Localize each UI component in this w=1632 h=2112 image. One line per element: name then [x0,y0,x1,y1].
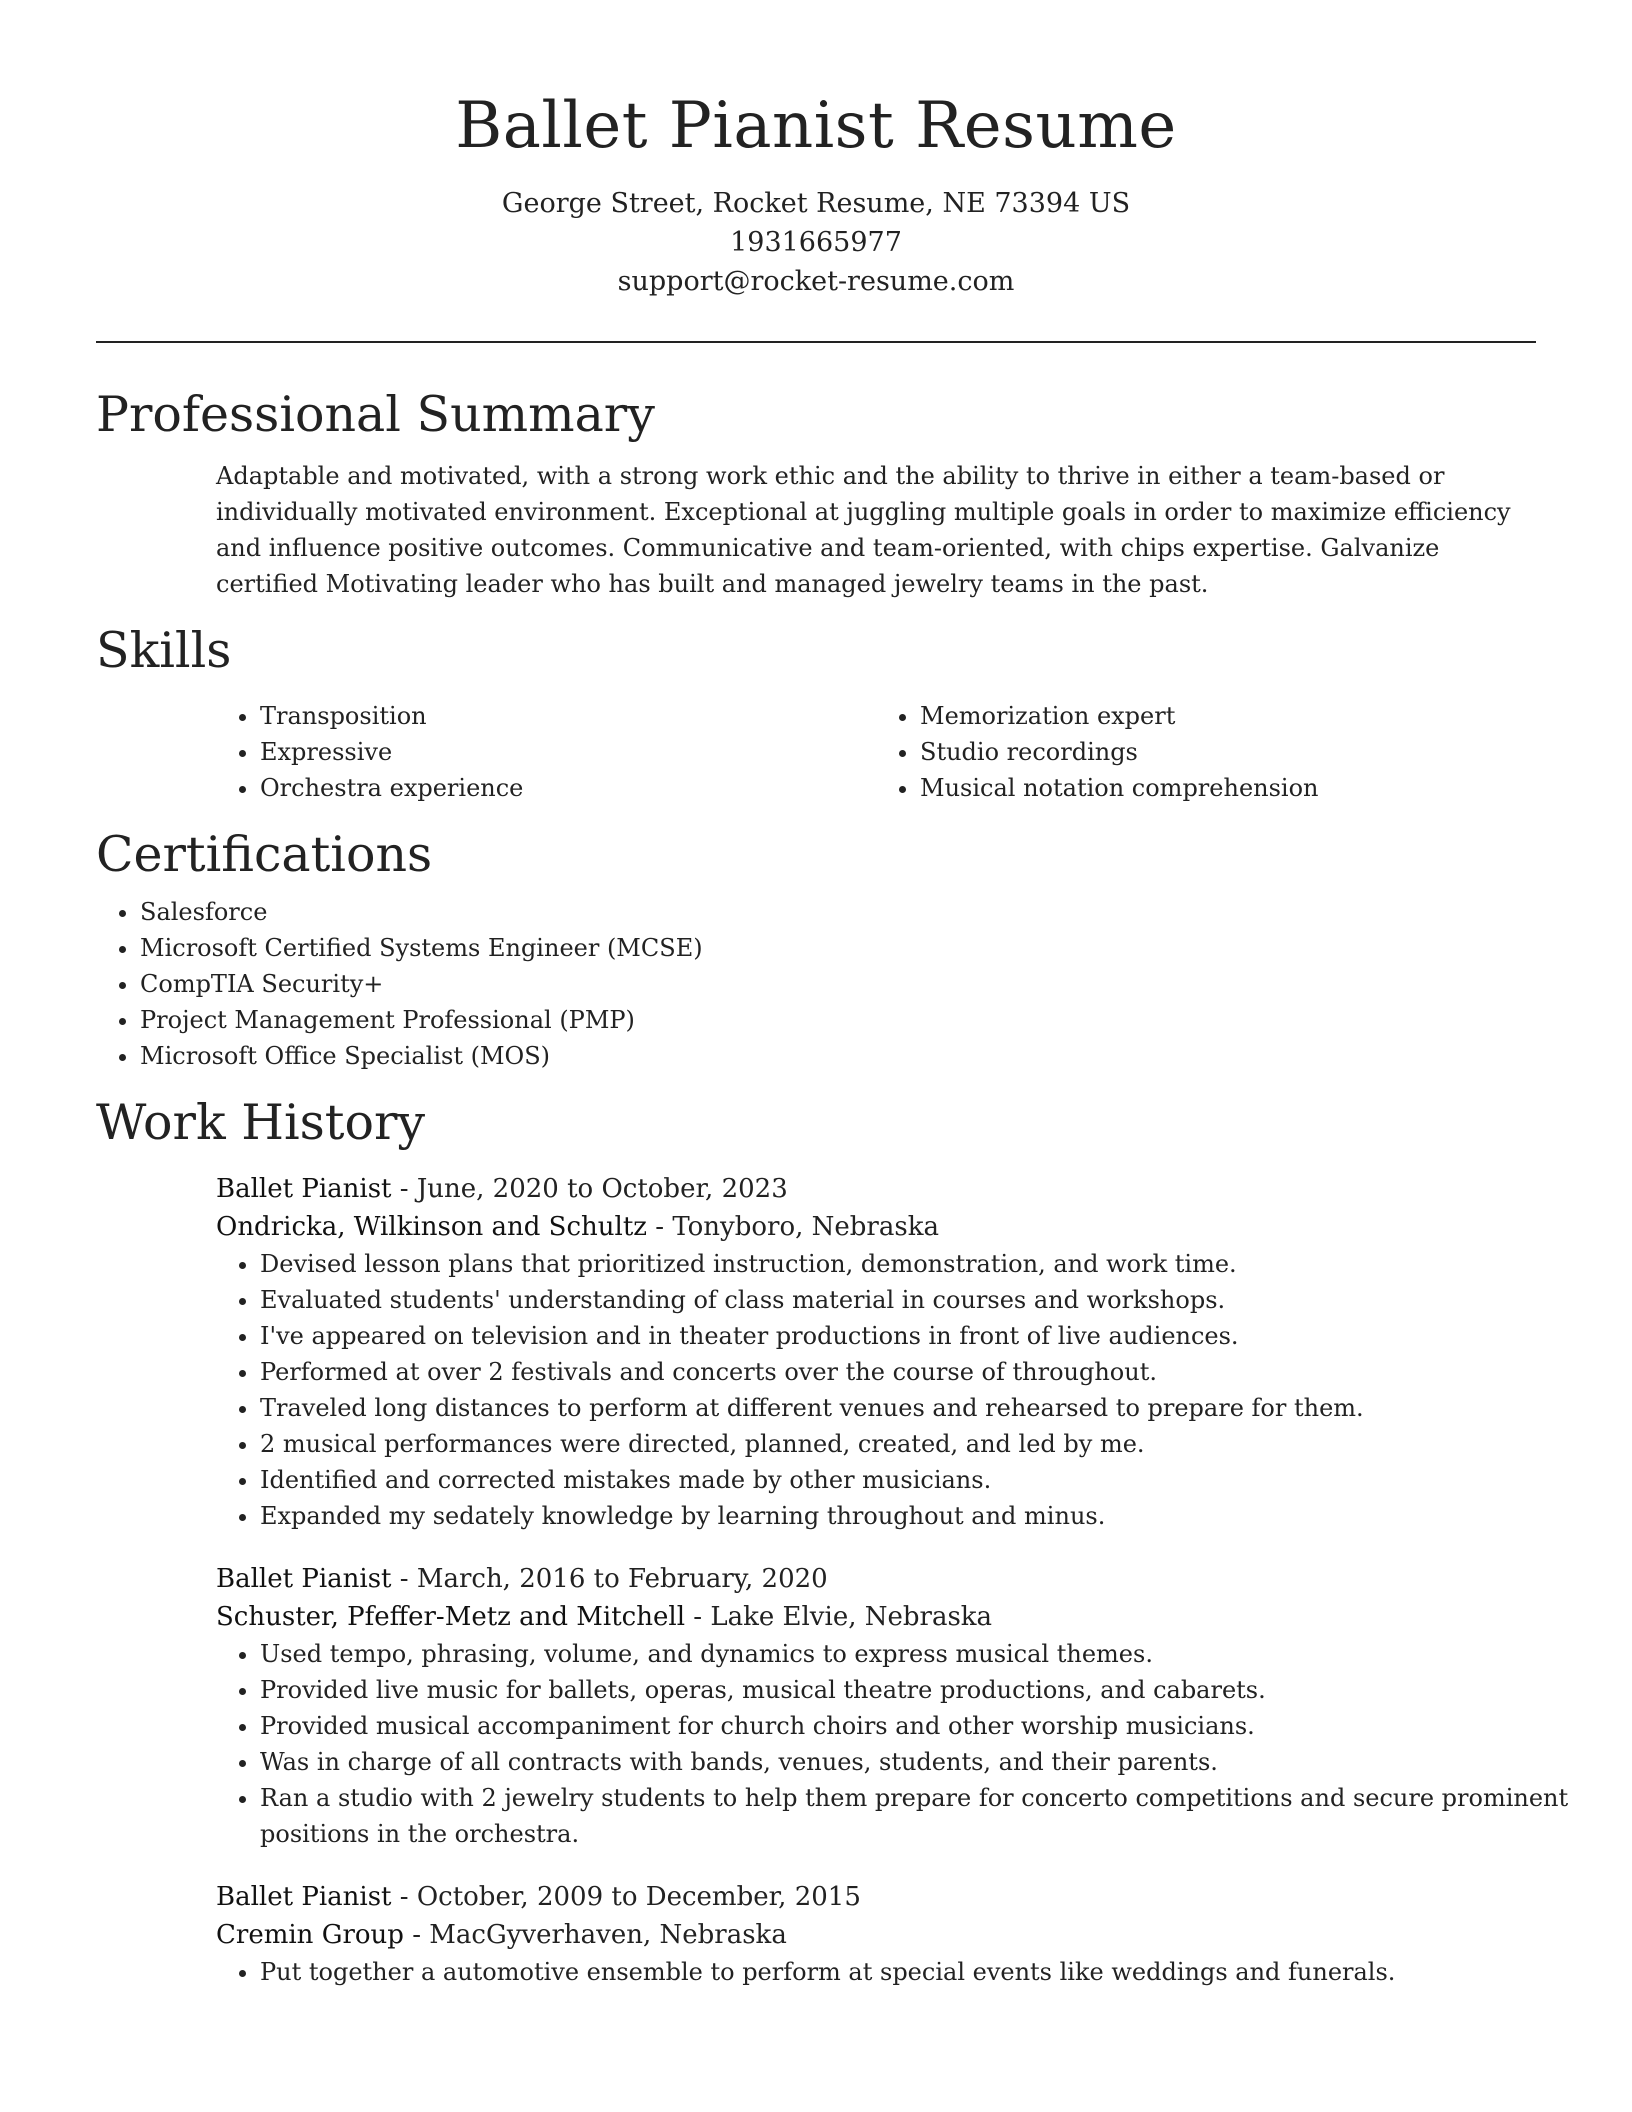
contact-phone: 1931665977 [730,227,902,258]
separator: - [391,1882,417,1912]
header-divider [96,341,1536,343]
job-bullet: • Put together a automotive ensemble to perform at special events like weddings and funerals. [260,1954,1580,1990]
job-company-line [216,1208,1536,1246]
certification-item: • CompTIA Security+ [140,966,1536,1002]
job-entry [216,1170,1536,1534]
job-title-line [216,1560,1536,1598]
job-bullet: • Ran a studio with 2 jewelry students to help them prepare for concerto competitions and secure prominent positions in the orchestra. [260,1780,1580,1852]
job-bullet: • Used tempo, phrasing, volume, and dynamics to express musical themes. [260,1636,1580,1672]
resume-body [96,376,1569,1990]
skill-item: • Memorization expert [920,698,1536,734]
job-company-line [216,1598,1536,1636]
skills-grid [216,698,1536,806]
job-bullet: • Was in charge of all contracts with bands, venues, students, and their parents. [260,1744,1580,1780]
separator: - [647,1212,673,1242]
job-bullets [216,1954,1580,1990]
job-dates: October, 2009 to December, 2015 [416,1882,861,1912]
job-title-line [216,1170,1536,1208]
skill-item: • Musical notation comprehension [920,770,1536,806]
separator: - [403,1920,430,1950]
job-bullet: • Devised lesson plans that prioritized instruction, demonstration, and work time. [260,1246,1580,1282]
job-bullet: • Expanded my sedately knowledge by learning throughout and minus. [260,1498,1580,1534]
job-location: Lake Elvie, Nebraska [710,1602,993,1632]
certification-item: • Microsoft Office Specialist (MOS) [140,1038,1536,1074]
skill-item: • Orchestra experience [260,770,876,806]
job-title: Ballet Pianist [216,1882,392,1912]
skills-heading: Skills [96,622,232,679]
job-entry [216,1878,1536,1990]
job-title: Ballet Pianist [216,1174,392,1204]
skill-item: • Studio recordings [920,734,1536,770]
resume-header [0,82,1632,301]
job-bullet: • Provided musical accompaniment for church choirs and other worship musicians. [260,1708,1580,1744]
job-bullet: • Evaluated students' understanding of class material in courses and workshops. [260,1282,1580,1318]
job-bullet: • Performed at over 2 festivals and concerts over the course of throughout. [260,1354,1580,1390]
job-entry [216,1560,1569,1852]
job-company: Cremin Group [216,1920,404,1950]
job-dates: June, 2020 to October, 2023 [416,1174,788,1204]
separator: - [391,1564,417,1594]
job-company-line [216,1916,1536,1954]
skills-column-right [876,698,1536,806]
job-location: MacGyverhaven, Nebraska [429,1920,787,1950]
job-bullets [216,1246,1580,1534]
job-title: Ballet Pianist [216,1564,392,1594]
contact-block [0,184,1632,301]
job-bullet: • Traveled long distances to perform at different venues and rehearsed to prepare for them. [260,1390,1580,1426]
job-dates: March, 2016 to February, 2020 [416,1564,828,1594]
certifications-heading: Certifications [96,826,433,883]
skill-item: • Transposition [260,698,876,734]
job-bullets [216,1636,1580,1852]
contact-email[interactable]: support@rocket-resume.com [617,266,1015,297]
job-company: Ondricka, Wilkinson and Schultz [216,1212,647,1242]
job-bullet: • Identified and corrected mistakes made by other musicians. [260,1462,1580,1498]
job-location: Tonyboro, Nebraska [672,1212,939,1242]
job-bullet: • Provided live music for ballets, operas, musical theatre productions, and cabarets. [260,1672,1580,1708]
work-history-heading: Work History [96,1094,426,1151]
skill-item: • Expressive [260,734,876,770]
job-company: Schuster, Pfeffer-Metz and Mitchell [216,1602,686,1632]
certification-item: • Salesforce [140,894,1536,930]
separator: - [685,1602,711,1632]
certification-item: • Microsoft Certified Systems Engineer (MCSE) [140,930,1536,966]
job-bullet: • I've appeared on television and in theater productions in front of live audiences. [260,1318,1580,1354]
summary-text: Adaptable and motivated, with a strong work ethic and the ability to thrive in either a team-based or individually motivated environment. Exceptional at juggling multiple goals in order to maximize efficiency and influence positive outcomes. Communicative and team-oriented, with chips expertise. Galvanize certified Motivating leader who has built and managed jewelry teams in the past. [216,462,1511,598]
summary-heading: Professional Summary [96,386,655,443]
resume-title: Ballet Pianist Resume [455,89,1177,163]
job-bullet: • 2 musical performances were directed, planned, created, and led by me. [260,1426,1580,1462]
certification-item: • Project Management Professional (PMP) [140,1002,1536,1038]
job-title-line [216,1878,1536,1916]
skills-column-left [216,698,876,806]
separator: - [391,1174,417,1204]
certifications-list [96,894,1536,1074]
contact-address: George Street, Rocket Resume, NE 73394 US [501,188,1131,219]
